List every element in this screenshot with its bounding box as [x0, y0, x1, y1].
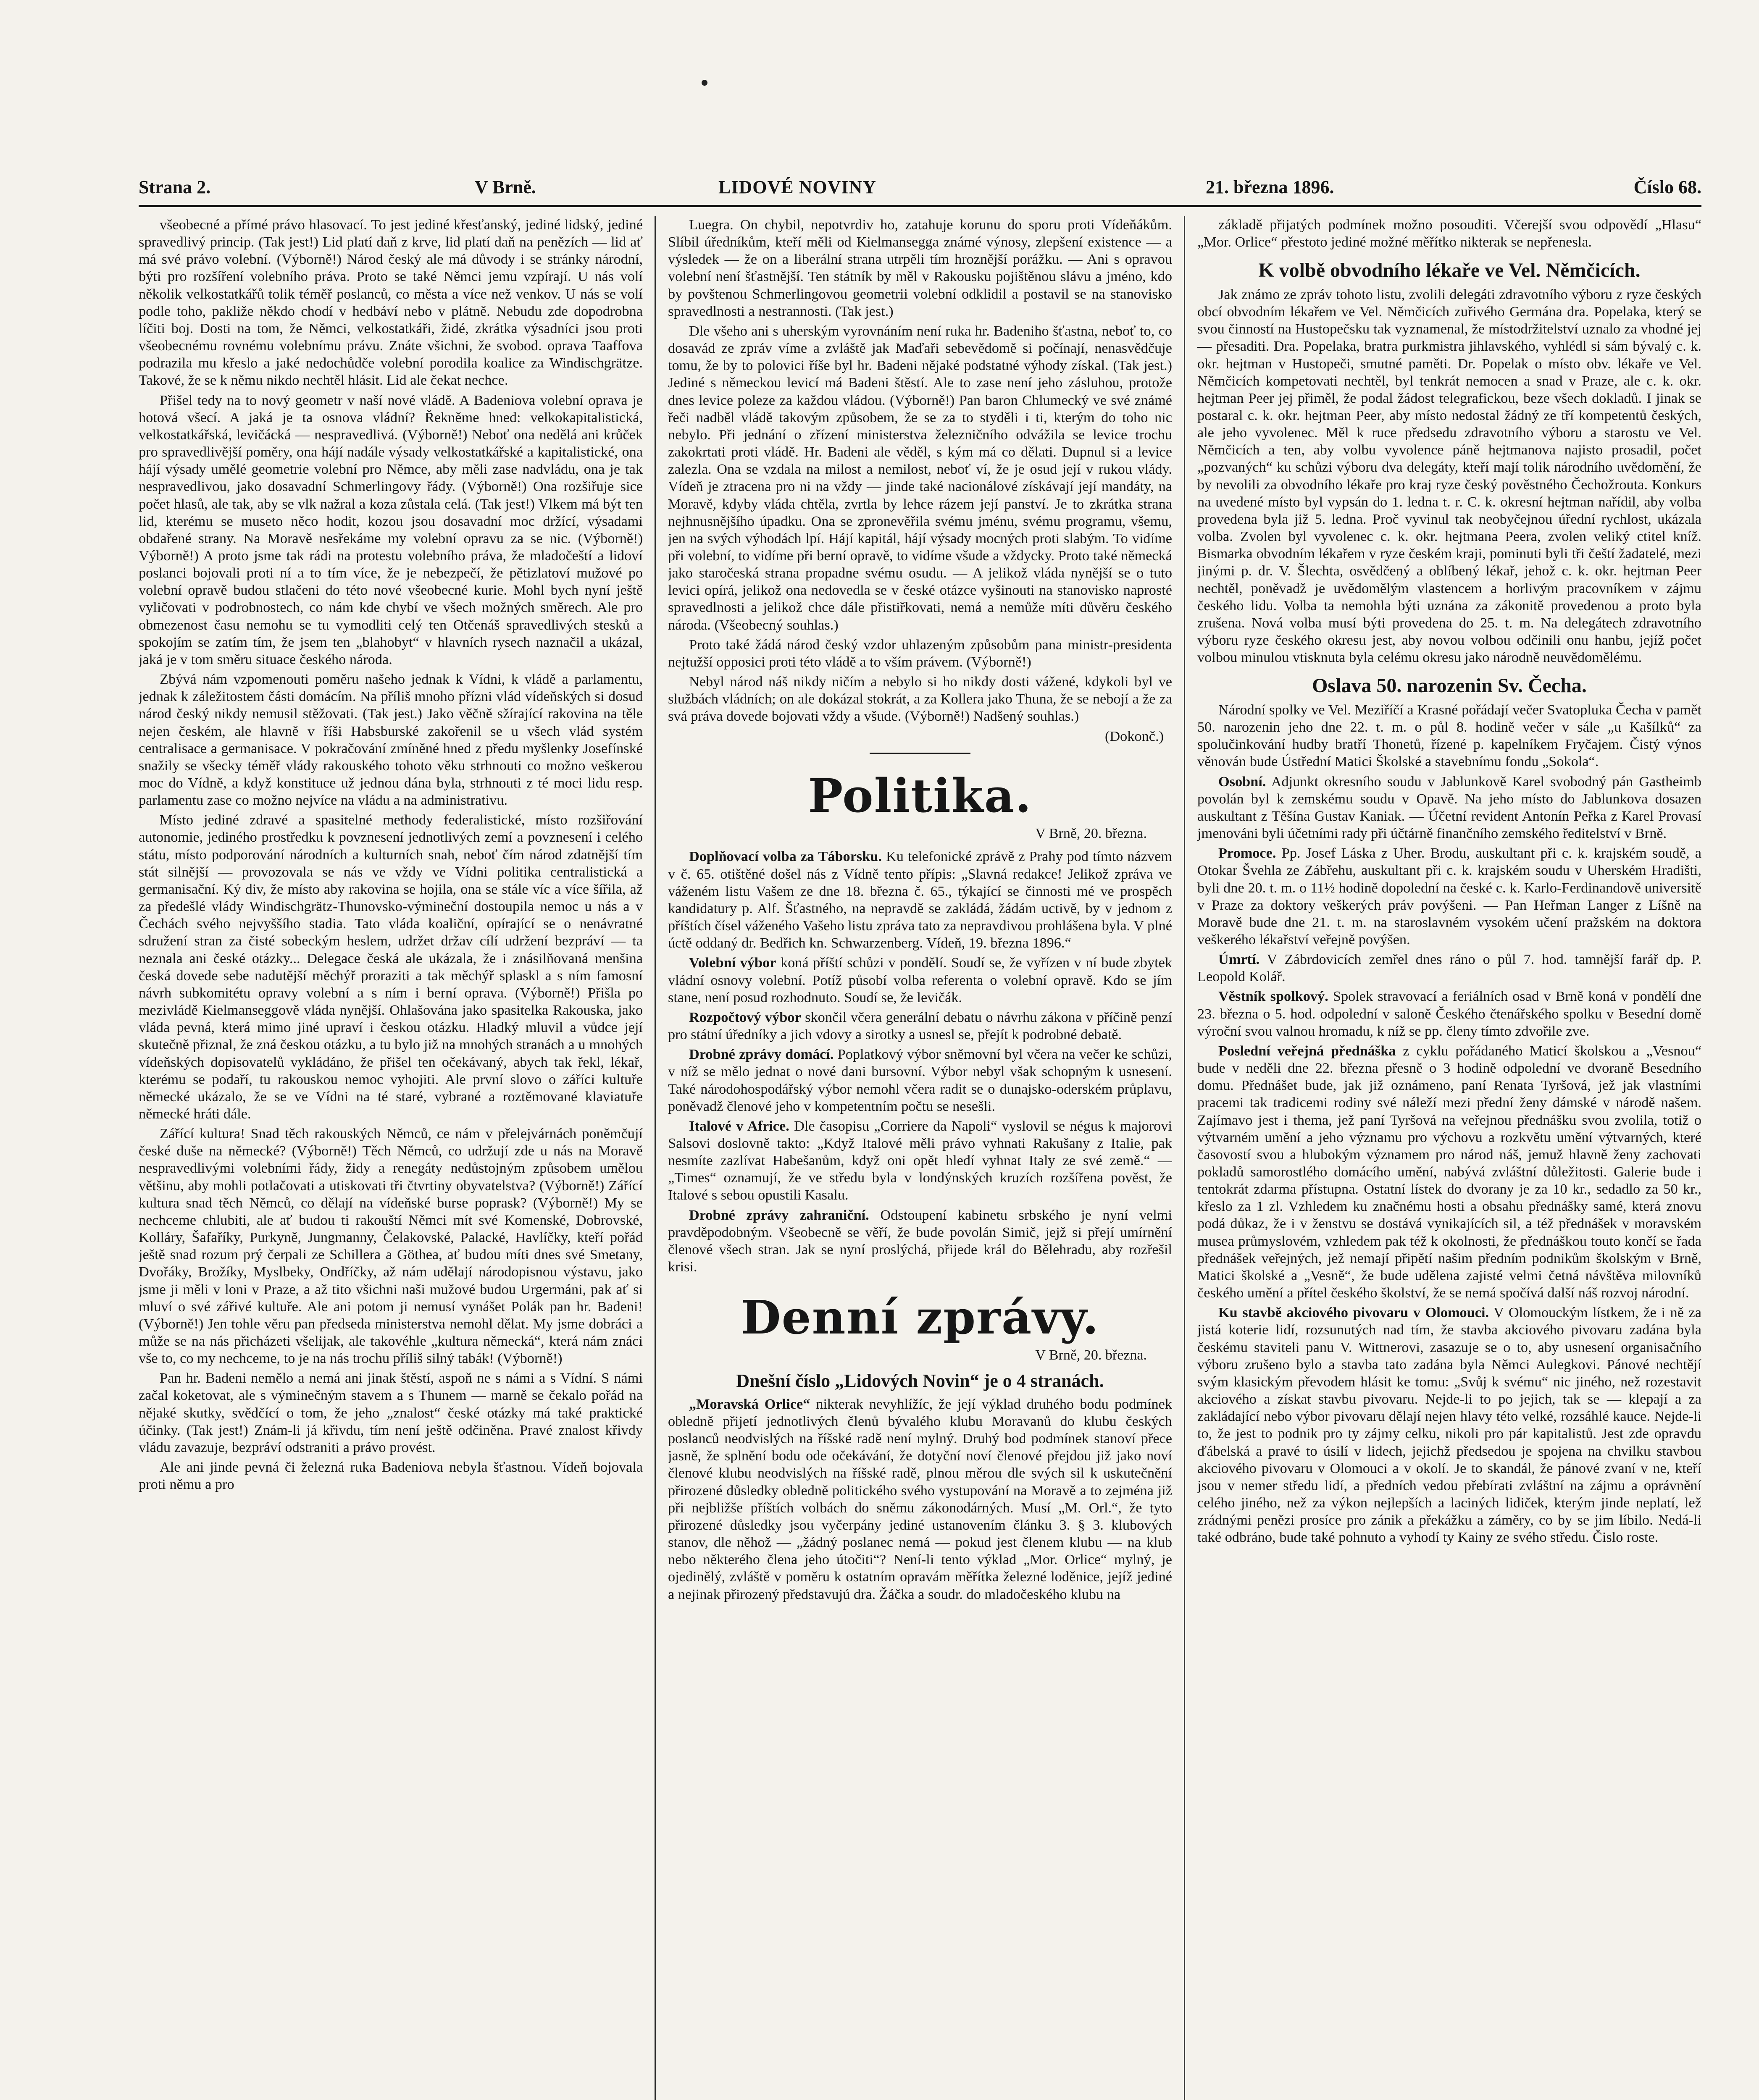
- newspaper-page: [139, 71, 1701, 2100]
- item-heading: Drobné zprávy zahraniční.: [689, 1207, 869, 1223]
- item-heading: Rozpočtový výbor: [689, 1009, 801, 1025]
- news-item: [1197, 988, 1701, 1040]
- column-1: [139, 216, 643, 2100]
- news-item: [1197, 773, 1701, 843]
- article-paragraph: Zářící kultura! Snad těch rakouských Němců, ce nám v přelejvárnách poněmčují české duše na německé? (Výborně!) Těch Němců, co udržují zde u nás na Moravě nespravedlivými volebními řády, židy a renegáty nedůstojným způsobem umělou většinu, aby mohli potlačovati a utiskovati tři čtvrtiny obyvatelstva? (Výborně!) Zářící kultura snad těch Němců, co dělají na vídeňské burse poprask? (Výborně!) My se nechceme chlubiti, ale ať budou ti rakouští Němci mít své Komenské, Dobrovské, Kolláry, Šafaříky, Purkyně, Jungmanny, Čelakovské, Palacké, Havlíčky, kteří pořád ještě snad rozum prý čerpali ze Schillera a Göthea, ať budou míti dnes své Smetany, Dvořáky, Brožíky, Myslbeky, Ondříčky, až nám udělají národopisnou výstavu, jako jsme ji měli v loni v Praze, a až tito všichni naši mužové budou Urgermáni, pak ať si mluví o své zářivé kultuře. Ale ani potom ji nemusí vynášet Polák pan hr. Badeni! (Výborně!) Jen tohle věru pan předseda ministerstva nemohl dělat. My jsme dobráci a může se na nás přicházeti všelijak, ale takovéhle „kultura německá“, která nám znáci vše to, co my nechceme, to je na nás trochu příliš silný tabák! (Výborně!): [139, 1126, 643, 1367]
- item-heading: Doplňovací volba za Táborsku.: [689, 848, 882, 865]
- item-text: V Zábrdovicích zemřel dnes ráno o půl 7. hod. tamnější farář dp. P. Leopold Kolář.: [1197, 951, 1701, 985]
- item-text: Poplatkový výbor sněmovní byl včera na večer ke schůzi, v níž se mělo jednat o nové dani bursovní. Výbor nebyl však schopným k usnesení. Také národohospodářský výbor nemohl včera radit se o dunajsko-oderském průplavu, poněvadž členové jeho v kompetentním počtu se nesešli.: [668, 1046, 1172, 1114]
- article-paragraph: Proto také žádá národ český vzdor uhlazeným způsobům pana ministr-presidenta nejtužší opposici proti této vládě a to vším právem. (Výborně!): [668, 636, 1172, 670]
- section-title-news: Denní zprávy.: [741, 1290, 1099, 1345]
- news-item: [668, 848, 1172, 952]
- item-title: Oslava 50. narozenin Sv. Čecha.: [1312, 675, 1587, 697]
- article-paragraph: Ale ani jinde pevná či železná ruka Badeniova nebyla šťastnou. Vídeň bojovala proti němu a pro: [139, 1459, 643, 1493]
- item-title: K volbě obvodního lékaře ve Vel. Němčicích.: [1258, 259, 1641, 282]
- item-text: Dle časopisu „Corriere da Napoli“ vyslovil se négus k majorovi Salsovi doslovně takto: „Když Italové měli právo vyhnati Rakušany z Italie, pak nesmíte zazlívat Habešanům, když oni opět hledí vyhnat Italy ze své země.“ — „Times“ oznamují, že ve středu byla v londýnských kruzích rozšířena pověst, že Italové s sebou opustili Kasalu.: [668, 1118, 1172, 1203]
- article-paragraph: všeobecné a přímé právo hlasovací. To jest jediné křesťanský, jediné lidský, jediné spravedlivý princip. (Tak jest!) Lid platí daň z krve, lid platí daň na penězích — lid ať má své právo volební. (Výborně!) Národ český ale má důvody i se stránky národní, býti pro rozšíření volebního práva. Proto se také Němci jemu vzpírají. U nás volí několik velkostatkářů tolik téměř poslanců, co města a více než venkov. U nás se volí podle toho, pakliže někdo chodí v hedbáví nebo v plátně. Nebudu zde dopodrobna líčiti boj. Dosti na tom, že Němci, velkostatkáři, židé, zkrátka výsadníci jsou proti všeobecnému rovnému volebnímu právu. Znáte všichni, že svobod. oprava Taaffova podrazila mu křeslo a jaké nedochůdče volební porodila koalice za Windischgrätze. Takové, že se k němu nikdo nechtěl hlásit. Lid ale čekat nechce.: [139, 217, 643, 388]
- item-text: Ku telefonické zprávě z Prahy pod tímto názvem v č. 65. otištěné došel nás z Vídně tento přípis: „Slavná redakce! Jelikož zpráva ve váženém listu Vašem ze dne 18. března č. 65., týkající se činnosti mé ve prospěch kandidatury p. Alf. Šťastného, na nepravdě se zakládá, žádám uctivě, by v jednom z příštích čísel váženého Vašeho listu zpráva tato za nepravdivou prohlášena byla. V plné úctě oddaný dr. Bedřich kn. Schwarzenberg. Vídeň, 19. března 1896.“: [668, 848, 1172, 951]
- article-paragraph: Místo jediné zdravé a spasitelné methody federalistické, místo rozšiřování autonomie, jediného prostředku k povznesení jednotlivých zemí a povznesení i celého státu, místo podporování národních a kulturních snah, neboť čím národ zdatnější tím stát silnější — provozovala se nás ve vždy ve Vídni politika centralistická a germanisační. Ký div, že místo aby rakovina se hojila, ona se stále víc a více šířila, až za předešlé vlády Windischgrätz-Thunovsko-výmineční dostoupila nemoc u nás a v Čechách svého nejvyššího stadia. Tato vláda koaliční, opírající se o nenávratné sdružení stran za čisté sobeckým heslem, udržet držav cílí udržení bezpráví — ta neznala ani české otázky... Delegace česká ale ukázala, že i znásilňovaná menšina česká dovede sebe nadutější měchýř proraziti a tak měchýř splaskl a s ním famosní návrh subkomitétu opravy volební a s ním i berní oprava. (Výborně!) Přišla po mezivládě Kielmanseggově vláda nynější. Ohlašována jako spasitelka Rakouska, jako vláda pevná, která mimo jiné upraví i českou otázku. Hladký mluvil a vůdce její skutečně přiznal, že zná českou otázku, a tu bylo již na mnohých stranách a u mnohých vídeňských dopisovatelů vykládáno, že přišel ten očekávaný, abych tak řekl, lékař, kterému se podaří, tu rakouskou nemoc vyhojiti. Ale první slovo o záříci kultuře německé ukázalo, že se ve Vídni na té staré, vybrané a roztěmované klaviatuře německé hráti dále.: [139, 812, 643, 1122]
- item-text: nikterak nevyhlížíc, že její výklad druhého bodu podmínek obledně přijetí jednotlivých členů bývalého klubu Moravanů do klubu českých poslanců neodvislých na říšské radě není mylný. Druhý bod podmínek stanoví přece jasně, že splnění bodu ode očekávání, že dotyční noví členové přejdou již jako noví členové klubu neodvislých na říšské radě, plnou měrou dle svých sil k uskutečnění přirozené důsledky obledně politického svého vystupování na Moravě a to zejména již při nejbližše příštích volbách do sněmu zákonodárných. Musí „M. Orl.“, že tyto přirozené důsledky jsou vyčerpány jediné ustanovením článku 3. § 3. klubových stanov, dle něhož — „žádný poslanec nemá — pokud jest členem klubu — na klub nebo některého člena jeho útočiti“? Není-li tento výklad „Mor. Orlice“ mylný, je ojedinělý, zvláště v poměru k ostatním opravám měřítka železné loděnice, jejíž jediné a nejinak přirozený představujú dra. Žáčka a soudr. do mladočeského klubu na: [668, 1396, 1172, 1602]
- item-heading: Úmrtí.: [1218, 951, 1260, 968]
- article-paragraph: Luegra. On chybil, nepotvrdiv ho, zatahuje korunu do sporu proti Vídeňákům. Slíbil úředníkům, kteří měli od Kielmansegga známé výnosy, zlepšení existence — a výsledek — že on a liberální strana utrpěli tím hroznější porážku. — Ani s opravou volební není šťastnější. Ten státník by měl v Rakousku pojištěnou slávu a jméno, kdo by povštenou Schmerlingovou geometrii volební odklidil a postavil se na stanovisko spravedlnosti a nestrannosti. (Tak jest.): [668, 217, 1172, 319]
- dateline: V Brně, 20. března.: [1035, 1347, 1147, 1363]
- header-rule: [139, 205, 1701, 207]
- dateline: V Brně, 20. března.: [1035, 825, 1147, 841]
- column-divider: [655, 216, 656, 2100]
- page-label: Strana 2.: [139, 177, 211, 197]
- masthead: LIDOVÉ NOVINY: [718, 177, 877, 197]
- news-item: [668, 1396, 1172, 1603]
- continuation-note: (Dokonč.): [1104, 728, 1164, 744]
- news-item: [668, 954, 1172, 1006]
- page-header: [139, 176, 1701, 206]
- news-item: [1197, 1304, 1701, 1546]
- article-paragraph: Zbývá nám vzpomenouti poměru našeho jednak k Vídni, k vládě a parlamentu, jednak k záležitostem části domácím. Na příliš mnoho přízni vlád vídeňských si dosud národ český nikdy nemusil stěžovati. (Tak jest.) Jako věčně sžírající rakovina na těle nejen českém, ale hlavně v říši Habsburské zakořenil se u všech vlád systém centralisace a germanisace. V pokračování zmíněné hned z předu myšlenky Josefínské snažily se všecky téměř vlády rakouského tohoto věku strhnouti co možno veškerou moc do Vídně, a když konstituce už jednou dána byla, strhnouti z té moci lidu resp. parlamentu zase co možno nejvíce na vládu a na administrativu.: [139, 671, 643, 808]
- news-item: [668, 1118, 1172, 1204]
- item-heading: Věstník spolkový.: [1218, 988, 1328, 1005]
- news-item: [1197, 951, 1701, 985]
- item-text: Adjunkt okresního soudu v Jablunkově Karel svobodný pán Gastheimb povolán byl k zemskému soudu v Opavě. Na jeho místo do Jablunkova dosazen auskultant z Těšína Gustav Kaniak. — Účetní revident Antonín Peřka z Karel Provasí jmenováni byli účetními rady při účtárně finančního zemského ředitelství v Brně.: [1197, 773, 1701, 842]
- item-text: koná příští schůzi v pondělí. Soudí se, že vyřízen v ní bude zbytek vládní osnovy volební. Potíž působí volba referenta o volební opravě. Kdo se jím stane, není posud rozhodnuto. Soudí se, že levičák.: [668, 955, 1172, 1005]
- place-label: V Brně.: [475, 177, 536, 197]
- news-item: [668, 1009, 1172, 1043]
- news-item: [668, 1207, 1172, 1276]
- issue-date: 21. března 1896.: [1206, 177, 1334, 197]
- section-divider: [870, 753, 970, 754]
- column-3: [1197, 216, 1701, 2100]
- item-heading: Promoce.: [1218, 845, 1276, 861]
- article-paragraph: Pan hr. Badeni nemělo a nemá ani jinak štěstí, aspoň ne s námi a s Vídní. S námi začal koketovat, ale s výminečným stavem a s Thunem — marně se čekalo pořád na nějaké skutky, svědčící o tom, že jeho „znalost“ české otázky má také praktické účinky. (Tak jest!) Znám-li já křivdu, tím není ještě odčiněna. Pravé znalost křivdy vládu zavazuje, bezpráví odstraniti a právo provést.: [139, 1370, 643, 1455]
- item-text: Jak známo ze zpráv tohoto listu, zvolili delegáti zdravotního výboru z ryze českých obcí obvodním lékařem ve Vel. Němčicích zuřivého Germána dra. Popelaka, který se svou činností na Hustopečsku tak vyznamenal, že místodržitelství uznalo za vhodné jej — přesaditi. Dra. Popelaka, bratra purkmistra jihlavského, vyhlédl si sám bývalý c. k. okr. hejtman v Hustopeči, smutné paměti. Dr. Popelak o místo obv. lékaře ve Vel. Němčicích kompetovati nechtěl, byl tenkrát nemocen a snad v Praze, ale c. k. okr. hejtman Peer jej přiměl, že podal žádost telegrafickou, beze všech dokladů. I jinak se postaral c. k. okr. hejtman Peer, aby místo nedostal žádný ze tří kompetentů českých, ale jeho vyvolenec. Měl k ruce předsedu zdravotního výboru a starostu ve Vel. Němčicích a ten, aby volbu vyvolence páně hejtmanova najisto prosadil, počet „pozvaných“ ku schůzi výboru dva delegáty, kteří mají tolik národního uvědomění, že by nevolili za obvodního lékaře pro kraj ryze český pověstného Čechožrouta. Konkurs na uvedené místo byl vypsán do 1. ledna t. r. C. k. okresní hejtman nařídil, aby volba provedena byla již 5. ledna. Proč vyvinul tak neobyčejnou úřední rychlost, ukázala volba. Zvolen byl vyvolenec c. k. okr. hejtmana Peera, zvolen veliký ctitel kníž. Bismarka obvodním lékařem v ryze českém kraji, pominuti byli tři čeští žadatelé, mezi jinými p. dr. V. Šlechta, osvědčený a oblíbený lékař, jehož c. k. okr. hejtman Peer nechtěl, poněvadž je uvědomělým vlastencem a horlivým pracovníkem v zájmu českého lidu. Volba ta nemohla býti uznána za zákonitě provedenou a proto byla zrušena. Nová volba musí býti provedena do 25. t. m. Na delegátech zdravotního výboru ryze českého okresu jest, aby novou volbou odčinili onu hanbu, jejíž počet volbou minulou vtisknuta byla celému okresu jako národně neuvědomělému.: [1197, 286, 1701, 666]
- item-heading: Drobné zprávy domácí.: [689, 1046, 834, 1063]
- item-text: Pp. Josef Láska z Uher. Brodu, auskultant při c. k. krajském soudě, a Otokar Švehla ze Zábřehu, auskultant při c. k. krajském soudu v Uherském Hradišti, byli dne 20. t. m. o 11½ hodině dopolední na české c. k. Karlo-Ferdinandově universitě v Praze za doktory veškerých práv povýšeni. — Pan Heřman Langer z Líšně na Moravě bude dne 21. t. m. na staroslavném vysokém učení pražském na doktora veškerého lékařství veřejně povýšen.: [1197, 845, 1701, 948]
- article-paragraph: Nebyl národ náš nikdy ničím a nebylo si ho nikdy dosti vážené, kdykoli byl ve službách vládních; on ale dokázal stokrát, a za Kollera jako Thuna, že se nebojí a že za svá práva dovede bojovati vždy a všude. (Výborně!) Nadšený souhlas.): [668, 674, 1172, 724]
- item-heading: Osobní.: [1218, 773, 1266, 790]
- item-heading: Poslední veřejná přednáška: [1218, 1042, 1396, 1059]
- item-text: skončil včera generální debatu o návrhu zákona v příčině penzí pro státní úředníky a jich vdovy a sirotky a usnesl se, přejít k podrobné debatě.: [668, 1009, 1172, 1043]
- column-2: [668, 216, 1172, 2100]
- ink-dot: [702, 80, 707, 86]
- item-heading: Volební výbor: [689, 955, 776, 971]
- item-text: Národní spolky ve Vel. Meziříčí a Krasné pořádají večer Svatopluka Čecha v pamět 50. narozenin jeho dne 22. t. m. o půl 8. hodině večer v sále „u Kašílků“ za spolučinkování hudby bratří Thonetů, řízené p. kapelníkem Fryčajem. Čistý výnos věnován bude Ústřední Matici Školské a stavebnímu fondu „Sokola“.: [1197, 701, 1701, 770]
- issue-notice: Dnešní číslo „Lidových Novin“ je o 4 stranách.: [736, 1370, 1104, 1391]
- item-heading: Italové v Africe.: [689, 1118, 789, 1134]
- news-item: [668, 1046, 1172, 1115]
- item-text: V Olomouckým lístkem, že i ně za jistá koterie lidí, rozsunutých nad tím, že stavba akciového pivovaru zadána byla českému staviteli panu V. Wittnerovi, zasazuje se o to, aby usnesení organisačního výboru zrušeno bylo a stavba tato zadána byla Němci Aulegkovi. Pánové nechtějí svým klasickým převodem hlásit ke tomu: „Svůj k svému“ nic jiného, než rozestavit akciového a získat stavbu pivovaru. Nejde-li to po jejich, tak se — klepají a za zakládající nebo výbor pivovaru dělají nejen hlavy této velké, rozsáhlé kauce. Nejde-li to, že jest to podnik pro ty zájmy celku, nikoli pro pár kapitalistů. Jest zde opravdu ďábelská a pravé to úsilí v lidech, jejichž předsedou je spojena na chvilku stavbou akciového pivovaru v Olomouci a v okolí. Je to skandál, že pánové zvaní v ne, kteří jsou v nemer středu lidí, a předních vedou přebírati zvláštní na zájmu a oprávnění celého jiného, než za výkon nejlepších a laciných lidiček, kterým jinde neplatí, lež zrádnými penězi prosíce pro zánik a překážku a záměry, co by se jim líbilo. Nedá-li také odbráno, bude také pohnuto a vyhodí ty Kainy ze svého středu. Čislo roste.: [1197, 1305, 1701, 1546]
- news-item: [1197, 845, 1701, 948]
- article-paragraph: Dle všeho ani s uherským vyrovnáním není ruka hr. Badeniho šťastna, neboť to, co dosavád ze zpráv víme a zvláště jak Maďaři sebevědomě si počínají, nenasvědčuje tomu, že by to polovici říše byl hr. Badeni nějaké podstatné výhody získal. (Tak jest.) Jediné s německou levicí má Badeni štěstí. Ale to zase není jeho zásluhou, protože dnes levice poleze za každou vládou. (Výborně!) Pan baron Chlumecký ve své známé řeči nadběl vládě takovým způsobem, že se za to styděli i ti, kterým do toho nic nebylo. Při jednání o zřízení ministerstva železničního odvážila se levice trochu zakokrtati proti vládě. Hr. Badeni ale věděl, s kým má co dělati. Dupnul si a levice zalezla. Ona se vzdala na milost a nemilost, neboť ví, že je osud její v rukou vlády. Vídeň je ztracena pro ni na vždy — jinde také nacionálové získávají její mandáty, na Moravě, kdyby vláda chtěla, zvrtla by lehce rázem její panství. Je to zkrátka strana nejhnusnějšího úpadku. Ona se zpronevěřila svému jménu, svému programu, všemu, jen na svých výhodách lpí. Hájí kapitál, hájí výsady mocných proti slabým. To vidíme při volební, to vidíme při berní opravě, to vidíme všude a vždycky. Proto také německá jako staročeská strana propadne svému osudu. — A jelikož vláda nynější se o tuto levici opírá, jelikož ona nedovedla se v české otázce vyšinouti na stanovisko naprosté spravedlnosti a jelikož chce dále přistiřkovati, nemá a nemůže míti důvěru českého národa. (Všeobecný souhlas.): [668, 323, 1172, 633]
- section-title-politics: Politika.: [808, 768, 1032, 823]
- item-text: Odstoupení kabinetu srbského je nyní velmi pravděpodobným. Všeobecně se věří, že bude povolán Simič, jejž si přejí umírnění členové všech stran. Jak se nyní proslýchá, přijede král do Bělehradu, aby rozřešil krisi.: [668, 1207, 1172, 1275]
- item-heading: „Moravská Orlice“: [689, 1396, 810, 1412]
- issue-number: Číslo 68.: [1633, 177, 1701, 197]
- column-divider: [1184, 216, 1185, 2100]
- item-heading: Ku stavbě akciového pivovaru v Olomouci.: [1218, 1305, 1489, 1321]
- news-item: [1197, 1042, 1701, 1302]
- article-paragraph: Přišel tedy na to nový geometr v naší nové vládě. A Badeniova volební oprava je hotová všecí. A jaká je ta osnova vládní? Řekněme hned: velkokapitalistická, velkostatkářská, levičácká — nespravedlivá. (Výborně!) Neboť ona nedělá ani krůček pro spravedlivější poměry, ona hájí nadále výsady velkostatkářské a kapitalistické, ona hájí výsady umělé geometrie volební pro Němce, aby měli zase nadvládu, ona je tak nespravedlivou, jako dosavadní Schmerlingovy řády. (Výborně!) Ona rozšiřuje sice počet hlasů, ale tak, aby se vlk nažral a koza zůstala celá. (Tak jest!) Vlkem má být ten lid, kterému se museto něco hodit, kozou jsou dosavadní moc držící, výsadami obdařené strany. Na Moravě nesřekáme my volební opravu za se nic. (Výborně!) Výborně!) A proto jsme tak rádi na protestu volebního práva, že mladočeští a lidoví poslanci bojovali proti ní a to tím více, že je nebezpečí, že pětizlatoví mužové po volební opravě budou stlačeni do této nové všeobecné kurie. Mohl bych nyní ještě vyličovati v podrobnostech, co nám kde chybí ve všech možných směrech. Ale pro obmezenost času nemohu se tu vymodliti celý ten Otčenáš spravedlivých stesků a spokojím se zatím tím, že jsem ten „blahobyt“ v hlavních rysech naznačil a ukázal, jaká je v tom směru situace českého národa.: [139, 392, 643, 667]
- article-paragraph: základě přijatých podmínek možno posouditi. Včerejší svou odpovědí „Hlasu“ „Mor. Orlice“ přestoto jediné možné měřítko nikterak se nepřenesla.: [1197, 217, 1701, 250]
- item-text: Spolek stravovací a feriálních osad v Brně koná v pondělí dne 23. března o 5. hod. odpolední v saloně Českého čtenářského spolku v Besední domě výroční svou valnou hromadu, k níž se pp. členy tímto zdvořile zve.: [1197, 988, 1701, 1039]
- item-text: z cyklu pořádaného Maticí školskou a „Vesnou“ bude v neděli dne 22. března přesně o 3 hodině odpolední ve dvoraně Besedního domu. Přednášet bude, jak již oznámeno, paní Renata Tyršová, jež jak vlastními pracemi tak tradicemi rodiny své náleží mezi přední ženy dámské v národě našem. Zajímavo jest i thema, jež paní Tyršová na veřejnou přednášku svou zvolila, totiž o výtvarném umění a jeho významu pro výchovu a rozkvětu umění výtvarných, které časovostí svou a hlubokým významem pro národ náš, jemuž hlavně ženy zachovati pokladů samorostlého domácího umění, nabývá zvláštní důležitosti. Galerie bude i tentokrát zdarma přístupna. Ostatní lístek do dvorany je za 10 kr., sedadlo za 50 kr., křeslo za 1 zl. Vzhledem ku značnému hosti a obsahu přednášky samé, která znovu podá důkaz, že i v ženstvu se dostává vynikajících sil, a též přednášek v moravském musea průmyslovém, vzhledem pak též k okolnosti, že přednáškou touto končí se řada přednášek veřejných, jež nemají připětí našim předním podnikům školským v Brně, Matici školské a „Vesně“, že bude udělena zajisté velmi četná návštěva milovníků českého umění a přítel českého školství, že se nemá spočívá další náš rozvoj národní.: [1197, 1042, 1701, 1301]
